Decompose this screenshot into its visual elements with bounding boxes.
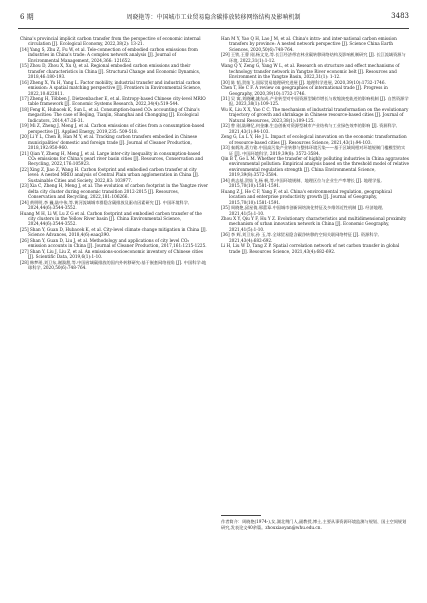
reference-entry: Chen T, He C F. A review on geographies of international trade [J]. Progress in Geography, 2020,39(10):1732-1746. bbox=[221, 85, 388, 96]
reference-entry: [14] Yang S, Zhu Z, Fu W, et al. Tele-connection of embodied carbon emissions from industries in China's trade: A complex network analysis [J]. Journal of Environmental Management, 2024,366: 121652. bbox=[20, 46, 198, 63]
header-rule bbox=[18, 28, 409, 29]
reference-entry: Zeng G, Lu L Y, He J L. Impact of ecological innovation on the economic transformation of resource-based cities [J]. Resources Science, 2021,43(1):94-103. bbox=[221, 134, 407, 145]
reference-entry: [15] Zhou D, Zhou X, Xu Q, et al. Regional embodied carbon emissions and their transfer characteristics in China [J]. Structural Change and Economic Dynamics, 2018,46:180-193. bbox=[20, 63, 201, 80]
reference-entry: [35] 周晓艳,邱星倩,邢蕾章.中国城市创新网络演化特征及多维邻近性机制 [J]. 经济地理, 2021,41(5):1-10. bbox=[221, 205, 384, 216]
reference-entry: [28] 韩梦瑶,刘卫东,谢漪甜,等.中国省域碳排放的国内外转移研究:基于嵌套网络视角 [J]. 中国科学:地球科学, 2020,50(6):748-764. bbox=[20, 259, 207, 271]
reference-entry: Wang Q Y, Zeng G, Yang W L, et al. Research on structure and effect mechanisms of technology transfer network in Yangtze River economic belt [J]. Resources and Environment in the Yangtze Basin, 2022,31(1): 1-12. bbox=[221, 63, 400, 80]
reference-entry: [26] Shan Y, Guan D, Liu J, et al. Methodology and applications of city level CO₂ emission accounts in China [J]. Journal of Cleaner Production, 2017,161:1215-1225. bbox=[20, 237, 207, 249]
reference-entry: [25] Shan Y, Guan D, Hubacek K, et al. City-level climate change mitigation in China [J]. Science Advances, 2018,4(6):eaaq390. bbox=[20, 226, 207, 238]
references-left-column bbox=[20, 36, 208, 270]
reference-entry: [33] 秦炳涛,葛力铭.中国高污染产业转移与整体环境污染——基于区域间相对环境规制门槛模型的实证 [J]. 中国环境科学, 2019,39(8): 3572-3584. bbox=[221, 145, 406, 156]
references-right-column bbox=[221, 36, 409, 254]
reference-entry: [36] 李 辉,刘卫东,孙 玉,等.全球贸易隐含碳净转移的空间关联网络特征 [J]. 资源科学, 2021,43(4):682-692. bbox=[221, 232, 379, 243]
reference-entry: [30] 陈 韬,贺灿飞.国际贸易地理研究进展 [J]. 地理科学进展, 2020,39(10):1732-1746. bbox=[221, 79, 386, 85]
footnote-rule bbox=[221, 515, 261, 516]
reference-entry: [31] 吴 寓,刘晓曦,姚东成.产业转型对中国资源型城市增长与收缩演变轨迹的影响机制 [J]. 自然资源学报, 2023,38(1):109-125. bbox=[221, 95, 409, 107]
page-header bbox=[0, 0, 427, 40]
reference-entry: Li H, Liu W D, Tang Z P. Spatial correlation network of net carbon transfer in global trade [J]. Resources Science, 2021,43(4):682-692. bbox=[221, 243, 400, 254]
reference-entry: Huang M H, Li W, Lu Z G et al. Carbon footprint and embodied carbon transfer of the city clusters in the Yellow River basin [J]. China Environmental Science, 2024,44(6):3544-3552. bbox=[20, 210, 202, 227]
reference-entry: [16] Zheng X, Yu H, Yang L. Factor mobility, industrial transfer and industrial carbon emission: A spatial matching perspective [J]. Frontiers in Environmental Science, 2022,10:822811. bbox=[20, 79, 202, 96]
page-number: 3483 bbox=[391, 12, 409, 20]
reference-entry: [18] Feng K, Hubacek K, Sun L, et al. Consumption-based CO₂ accounting of China's megacities: The case of Beijing, Tianjin, Shanghai and Chongqing [J]. Ecological Indicators, 2014,47:26-31. bbox=[20, 106, 200, 123]
reference-entry: China's provincial implicit carbon transfer from the perspective of economic internal circulation [J]. Ecological Economy, 2022,38(2): 13-21. bbox=[20, 36, 201, 47]
reference-entry: Zhou X Y, Qiu Y F, Hu Y Z. Evolutionary characteristics and multidimensional proximity mechanism of urban innovation network in China [J]. Economic Geography, 2021,41(5):1-10. bbox=[221, 215, 407, 232]
reference-entry: [34] 黄志基,贺灿飞,杨 帆,等.中国环境规制、地理区位与企业生产率增长 [J]. 地理学报, 2015,70(10):1581-1591. bbox=[221, 177, 382, 189]
reference-entry: Huang Z J, He C F, Yang F, et al. China's environmental regulation, geographical location and enterprise productivity growth [J]. Journal of Geography, 2015,70(10):1581-1591. bbox=[221, 188, 392, 205]
reference-entry: [21] Qian Y, Zheng H, Meng J, et al. Large inter-city inequality in consumption-based CO₂ emissions for China's pearl river basin cities [J]. Resources, Conservation and Recycling, 2022,176:105923. bbox=[20, 150, 204, 167]
reference-entry: [24] 黄明明,李 巍,陆中伟,等.黄河流域城市群隐含碳排放及驱动因素研究 [J]. 中国环境科学, 2024,44(6):3544-3552. bbox=[20, 199, 190, 211]
reference-entry: Qin B T, Ge L M. Whether the transfer of highly polluting industries in China aggravates environmental pollution: Empirical analysis based on the threshold model of relative environmental regulation strength [J]. China Environmental Science, 2019,39(8):3572-3584. bbox=[221, 155, 409, 178]
reference-entry: [23] Xia C, Zheng H, Meng J, et al. The evolution of carbon footprint in the Yangtze river delta city cluster during economic transition 2012-2015 [J]. Resources, Conservation and Recycling, 2022,181:106266. bbox=[20, 183, 208, 200]
reference-entry: [29] 王铁,王曹 刚,杨文龙,等.长江经济带农林业碳转移网络结构及影响机制研究 [J]. 长江流域资源与环境, 2022,31(1):1-12. bbox=[221, 52, 406, 63]
issue-label: 6 期 bbox=[20, 13, 34, 21]
reference-entry: [19] Mi Z, Zheng J, Meng J, et al. Carbon emissions of cities from a consumption-based perspective [J]. Applied Energy, 2019,235: 509-518. bbox=[20, 123, 205, 134]
reference-entry: Wu K, Liu X X, Yao C C. The mechanism of industrial transformation on the evolutionary trajectory of growth and shrinkage in Chinese resource-based cities [J]. Journal of Natural Resources, 2023,38(1):109-125. bbox=[221, 106, 409, 123]
running-title: 周晓艳等：中国城市工业贸易隐含碳排放转移网络结构及影响机制 bbox=[126, 14, 301, 21]
author-bio: 作者简介：周晓艳(1974-),女,湖北荆门人,副教授,博士,主要从事资源环境监测与规划、国土空间规划研究,发表论文40余篇。zhouxiaoyan@whu.edu.cn. bbox=[221, 519, 407, 530]
reference-entry: [20] Li Y L, Chen B, Han M Y, et al. Tracking carbon transfers embodied in Chinese municipalities' domestic and foreign trade [J]. Journal of Cleaner Production, 2018,192:950-960. bbox=[20, 134, 198, 151]
reference-entry: [17] Zheng H, Többen J, Dietzenbacher E, et al. Entropy-based Chinese city-level MRIO table framework [J]. Economic Systems Research, 2022,34(4):519-544. bbox=[20, 95, 206, 107]
reference-entry: [22] Xing Z, Jiao Z, Wang H. Carbon footprint and embodied carbon transfer at city level: A nested MRIO analysis of Central Plain urban agglomeration in China [J]. Sustainable Cities and Society, 2022,83: 103977. bbox=[20, 166, 200, 183]
reference-entry: [32] 曾 刚,陆琳忆,何金廉.生态创新对资源型城市产业结构与工业绿色效率的影响 [J]. 资源科学, 2021,43(1):94-103. bbox=[221, 123, 398, 134]
reference-entry: Han M Y, Yao Q H, Lao J M, et al. China's intra- and inter-national carbon emission transfers by province: A nested network perspective [J]. Science China Earth Sciences, 2020,50(6):748-764. bbox=[221, 36, 397, 52]
reference-entry: [27] Shan Y, Liu J, Liu Z, et al. An emissions-socioeconomic inventory of Chinese cities [J]. Scientific Data, 2019,6(1):1-10. bbox=[20, 248, 204, 260]
